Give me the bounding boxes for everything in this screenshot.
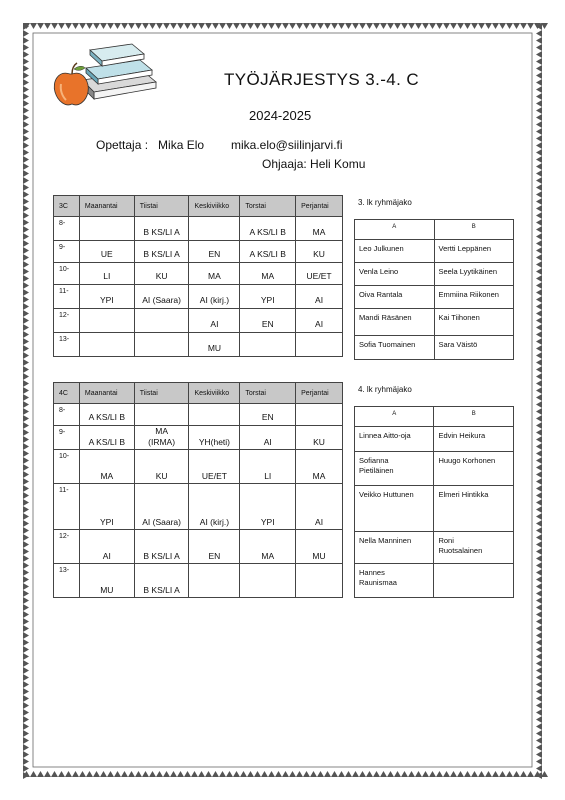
student-name: Sofianna Pietiläinen <box>355 452 434 486</box>
lesson-cell: MA <box>240 530 296 564</box>
lesson-cell: AI (Saara) <box>134 484 189 530</box>
student-name: Linnea Aitto-oja <box>355 427 434 452</box>
lesson-cell: AI (kirj.) <box>189 484 240 530</box>
lesson-cell: KU <box>134 263 189 285</box>
lesson-cell: UE/ET <box>296 263 343 285</box>
lesson-cell <box>79 333 134 357</box>
day-header: Perjantai <box>296 383 343 404</box>
lesson-cell <box>296 333 343 357</box>
lesson-cell: KU <box>296 426 343 450</box>
lesson-cell <box>189 404 240 426</box>
lesson-cell: LI <box>240 450 296 484</box>
lesson-cell: MU <box>189 333 240 357</box>
hour-label: 8- <box>54 404 80 426</box>
schedule-row <box>54 530 343 564</box>
lesson-cell: YPI <box>79 484 134 530</box>
lesson-cell <box>240 333 296 357</box>
hour-label: 8- <box>54 217 80 241</box>
lesson-cell: AI <box>240 426 296 450</box>
group-header: B <box>434 220 514 240</box>
student-name: Vertti Leppänen <box>434 240 514 263</box>
group-title-4: 4. lk ryhmäjako <box>358 385 412 394</box>
group-title-3: 3. lk ryhmäjako <box>358 198 412 207</box>
student-name: Mandi Räsänen <box>355 309 435 336</box>
group-row <box>355 336 514 360</box>
lesson-cell: EN <box>240 404 296 426</box>
lesson-cell: AI <box>296 285 343 309</box>
student-name: Oiva Rantala <box>355 286 435 309</box>
hour-label: 11- <box>54 484 80 530</box>
group-row <box>355 240 514 263</box>
student-name: Leo Julkunen <box>355 240 435 263</box>
lesson-cell <box>296 404 343 426</box>
student-name: Hannes Raunismaa <box>355 564 434 598</box>
teacher-label: Opettaja : Mika Elo <box>96 138 205 152</box>
lesson-cell: AI (Saara) <box>134 285 189 309</box>
hour-label: 13- <box>54 333 80 357</box>
schedule-row <box>54 309 343 333</box>
lesson-cell: LI <box>79 263 134 285</box>
schedule-row <box>54 285 343 309</box>
student-name: Nella Manninen <box>355 532 434 564</box>
lesson-cell: MA <box>296 450 343 484</box>
lesson-cell: MA <box>79 450 134 484</box>
group-header: A <box>355 407 434 427</box>
student-name: Huugo Korhonen <box>434 452 514 486</box>
hour-label: 9- <box>54 241 80 263</box>
group-header: B <box>434 407 514 427</box>
lesson-cell: B KS/LI A <box>134 217 189 241</box>
lesson-cell: EN <box>189 530 240 564</box>
hour-label: 11- <box>54 285 80 309</box>
group-header-row <box>355 220 514 240</box>
day-header: Maanantai <box>79 196 134 217</box>
lesson-cell: MA (IRMA) <box>134 426 189 450</box>
student-name: Roni Ruotsalainen <box>434 532 514 564</box>
day-header: Keskiviikko <box>189 383 240 404</box>
group-row <box>355 309 514 336</box>
group-row <box>355 427 514 452</box>
lesson-cell: EN <box>189 241 240 263</box>
lesson-cell: A KS/LI B <box>240 217 296 241</box>
group-table-4 <box>354 406 514 598</box>
lesson-cell <box>79 309 134 333</box>
lesson-cell: B KS/LI A <box>134 241 189 263</box>
group-row <box>355 263 514 286</box>
hour-label: 12- <box>54 309 80 333</box>
day-header: Keskiviikko <box>189 196 240 217</box>
hour-label: 10- <box>54 263 80 285</box>
group-row <box>355 452 514 486</box>
lesson-cell <box>189 217 240 241</box>
lesson-cell: MU <box>296 530 343 564</box>
lesson-cell: A KS/LI B <box>240 241 296 263</box>
hour-label: 10- <box>54 450 80 484</box>
student-name: Venla Leino <box>355 263 435 286</box>
group-table-3 <box>354 219 514 360</box>
group-header-row <box>355 407 514 427</box>
lesson-cell <box>189 564 240 598</box>
lesson-cell <box>134 333 189 357</box>
day-header: Maanantai <box>79 383 134 404</box>
hour-label: 12- <box>54 530 80 564</box>
group-header: A <box>355 220 435 240</box>
lesson-cell: AI <box>189 309 240 333</box>
day-header: Tiistai <box>134 383 189 404</box>
day-header: Torstai <box>240 383 296 404</box>
schedule-table-3c <box>53 195 343 357</box>
lesson-cell: YPI <box>240 484 296 530</box>
lesson-cell: EN <box>240 309 296 333</box>
group-row <box>355 486 514 532</box>
advisor-label: Ohjaaja: Heli Komu <box>262 157 366 171</box>
lesson-cell: UE <box>79 241 134 263</box>
teacher-email: mika.elo@siilinjarvi.fi <box>231 138 343 152</box>
student-name: Seela Lyytikäinen <box>434 263 514 286</box>
lesson-cell: YPI <box>79 285 134 309</box>
books-and-apple-icon <box>52 38 158 108</box>
lesson-cell: MA <box>189 263 240 285</box>
schedule-row <box>54 404 343 426</box>
group-row <box>355 286 514 309</box>
schedule-corner-label: 3C <box>54 196 80 217</box>
lesson-cell: A KS/LI B <box>79 404 134 426</box>
schedule-row <box>54 564 343 598</box>
lesson-cell: MA <box>296 217 343 241</box>
schedule-row <box>54 333 343 357</box>
lesson-cell: AI (kirj.) <box>189 285 240 309</box>
student-name: Sofia Tuomainen <box>355 336 435 360</box>
day-header: Tiistai <box>134 196 189 217</box>
lesson-cell: KU <box>134 450 189 484</box>
lesson-cell: UE/ET <box>189 450 240 484</box>
lesson-cell: YH(heti) <box>189 426 240 450</box>
schedule-row <box>54 263 343 285</box>
lesson-cell: AI <box>296 309 343 333</box>
hour-label: 13- <box>54 564 80 598</box>
group-row <box>355 564 514 598</box>
lesson-cell: B KS/LI A <box>134 530 189 564</box>
student-name: Kai Tiihonen <box>434 309 514 336</box>
lesson-cell <box>134 404 189 426</box>
lesson-cell: B KS/LI A <box>134 564 189 598</box>
day-header: Torstai <box>240 196 296 217</box>
schedule-header-row <box>54 383 343 404</box>
lesson-cell <box>296 564 343 598</box>
schedule-row <box>54 241 343 263</box>
schedule-corner-label: 4C <box>54 383 80 404</box>
lesson-cell: AI <box>296 484 343 530</box>
lesson-cell: A KS/LI B <box>79 426 134 450</box>
student-name: Veikko Huttunen <box>355 486 434 532</box>
lesson-cell <box>79 217 134 241</box>
school-year: 2024-2025 <box>249 108 312 123</box>
student-name: Sara Väistö <box>434 336 514 360</box>
schedule-row <box>54 484 343 530</box>
hour-label: 9- <box>54 426 80 450</box>
lesson-cell: MU <box>79 564 134 598</box>
student-name <box>434 564 514 598</box>
lesson-cell: KU <box>296 241 343 263</box>
schedule-header-row <box>54 196 343 217</box>
lesson-cell: MA <box>240 263 296 285</box>
page-title: TYÖJÄRJESTYS 3.-4. C <box>224 70 420 89</box>
group-row <box>355 532 514 564</box>
student-name: Emmiina Riikonen <box>434 286 514 309</box>
schedule-row <box>54 217 343 241</box>
day-header: Perjantai <box>296 196 343 217</box>
lesson-cell <box>240 564 296 598</box>
schedule-row <box>54 426 343 450</box>
lesson-cell <box>134 309 189 333</box>
student-name: Elmeri Hintikka <box>434 486 514 532</box>
schedule-table-4c <box>53 382 343 598</box>
lesson-cell: YPI <box>240 285 296 309</box>
schedule-row <box>54 450 343 484</box>
lesson-cell: AI <box>79 530 134 564</box>
student-name: Edvin Heikura <box>434 427 514 452</box>
